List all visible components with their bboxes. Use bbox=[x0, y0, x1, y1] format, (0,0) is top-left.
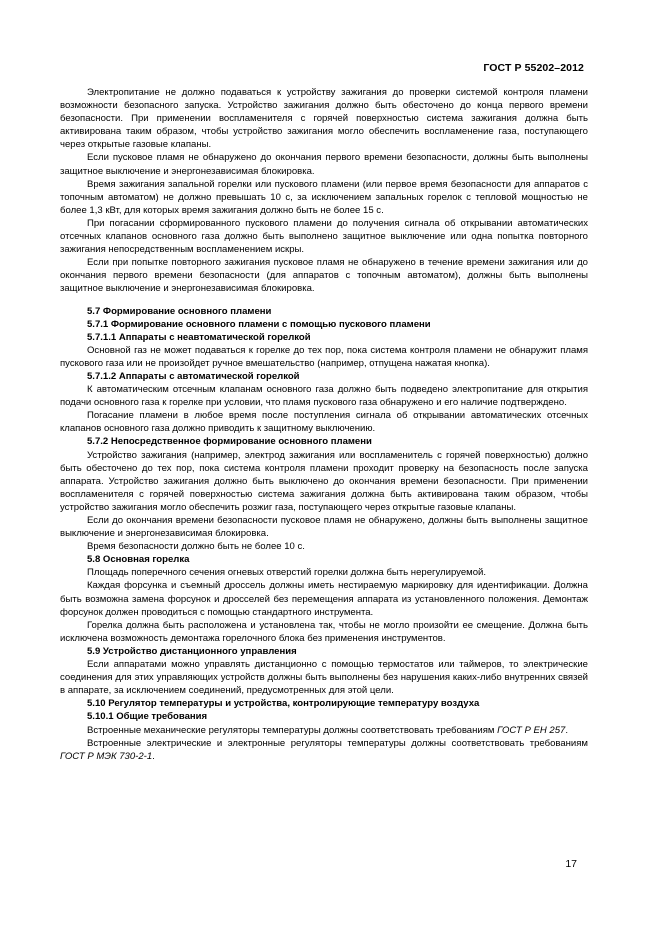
document-body bbox=[60, 86, 588, 763]
section-heading: 5.10 Регулятор температуры и устройства, контролирующие температуру воздуха bbox=[87, 698, 480, 710]
section-heading: 5.7.1.1 Аппараты с неавтоматической горелкой bbox=[87, 331, 311, 343]
section-heading: 5.9 Устройство дистанционного управления bbox=[87, 645, 297, 657]
paragraph: Погасание пламени в любое время после поступления сигнала об открывании автоматических отсечных клапанов основного газа должно приводить к защитному выключению. bbox=[60, 410, 588, 435]
section-heading: 5.7.2 Непосредственное формирование основного пламени bbox=[87, 436, 372, 448]
paragraph-with-reference bbox=[60, 724, 588, 737]
paragraph-text: Встроенные механические регуляторы температуры должны соответствовать требованиям bbox=[87, 724, 498, 736]
paragraph-tail: . bbox=[565, 724, 568, 736]
paragraph: Основной газ не может подаваться к горелке до тех пор, пока система контроля пламени не обнаружит пламя пускового газа или не произойдет ручное вмешательство (например, отпущена нажатая кнопка). bbox=[60, 344, 588, 369]
paragraph: При погасании сформированного пускового пламени до получения сигнала об открывании автоматических отсечных клапанов основного газа должно быть выполнено защитное выключение или одна попытка повторного зажигания непосредственным воспламенением искры. bbox=[60, 217, 588, 256]
paragraph: Время безопасности должно быть не более 10 с. bbox=[87, 541, 305, 553]
standard-reference: ГОСТ Р ЕН 257 bbox=[497, 724, 566, 736]
section-spacer bbox=[60, 296, 588, 305]
section-heading: 5.8 Основная горелка bbox=[87, 554, 190, 566]
paragraph: К автоматическим отсечным клапанам основного газа должно быть подведено электропитание для открытия подачи основного газа к горелке при условии, что пламя пускового газа обнаружено и его наличие подтверждено. bbox=[60, 384, 588, 409]
paragraph: Если аппаратами можно управлять дистанционно с помощью термостатов или таймеров, то электрические соединения для этих управляющих устройств должны быть выполнены без нарушения каких-либо внутренних связей в аппарате, за исключением соединений, предусмотренных для этой цели. bbox=[60, 659, 588, 697]
section-heading: 5.7.1.2 Аппараты с автоматической горелкой bbox=[87, 370, 300, 382]
paragraph: Если пусковое пламя не обнаружено до окончания первого времени безопасности, должны быть выполнены защитное выключение и энергонезависимая блокировка. bbox=[60, 152, 588, 177]
paragraph: Если до окончания времени безопасности пусковое пламя не обнаружено, должны быть выполнены защитное выключение и энергонезависимая блокировка. bbox=[60, 515, 588, 540]
document-id-header: ГОСТ Р 55202–2012 bbox=[483, 62, 584, 74]
section-heading: 5.7 Формирование основного пламени bbox=[87, 305, 272, 317]
paragraph: Если при попытке повторного зажигания пусковое пламя не обнаружено в течение времени зажигания или до окончания первого времени безопасности (для аппаратов с топочным автоматом), должны быть выполнены защитное выключение и энергонезависимая блокировка. bbox=[60, 257, 588, 295]
section-heading: 5.10.1 Общие требования bbox=[87, 711, 208, 723]
page-number: 17 bbox=[565, 858, 577, 870]
paragraph: Каждая форсунка и съемный дроссель должны иметь нестираемую маркировку для идентификации. Должна быть возможна замена форсунок и дросселей без перемещения аппарата из установленного положения. Демонтаж форсунок должен проводиться с помощью стандартного инструмента. bbox=[60, 580, 588, 618]
paragraph-with-reference bbox=[60, 737, 588, 763]
paragraph: Горелка должна быть расположена и установлена так, чтобы не могло произойти ее смещение. Должна быть исключена возможность демонтажа горелочного блока без применения инструментов. bbox=[60, 619, 588, 644]
paragraph: Площадь поперечного сечения огневых отверстий горелки должна быть нерегулируемой. bbox=[87, 567, 486, 579]
paragraph-text: Встроенные электрические и электронные регуляторы температуры должны соответствовать требованиям bbox=[87, 737, 588, 749]
section-heading: 5.7.1 Формирование основного пламени с помощью пускового пламени bbox=[87, 318, 431, 330]
standard-reference: ГОСТ Р МЭК 730-2-1 bbox=[60, 750, 153, 762]
paragraph: Электропитание не должно подаваться к устройству зажигания до проверки системой контроля пламени возможности безопасного запуска. Устройство зажигания должно быть обесточено до конца первого времени безопасности. При применении воспламенителя с горячей поверхностью система зажигания должна быть активирована таким образом, чтобы устройство зажигания могло обеспечить воспламенение газа, поступающего через открытые газовые клапаны. bbox=[60, 87, 588, 151]
paragraph: Устройство зажигания (например, электрод зажигания или воспламенитель с горячей поверхностью) должно быть обесточено до тех пор, пока система контроля пламени проходит проверку на безопасность после запуска аппарата. Устройство зажигания должно быть выключено до окончания времени безопасности. При применении воспламенителя с горячей поверхностью система зажигания должна быть активирована таким образом, чтобы устройство зажигания могло обеспечить розжиг газа, поступающего через открытые газовые клапаны. bbox=[60, 449, 588, 513]
paragraph: Время зажигания запальной горелки или пускового пламени (или первое время безопасности для аппаратов с топочным автоматом) не должно превышать 10 с, за исключением запальных горелок с тепловой мощностью не более 1,3 кВт, для которых время зажигания должно быть не более 15 с. bbox=[60, 178, 588, 216]
paragraph-tail: . bbox=[152, 750, 155, 762]
